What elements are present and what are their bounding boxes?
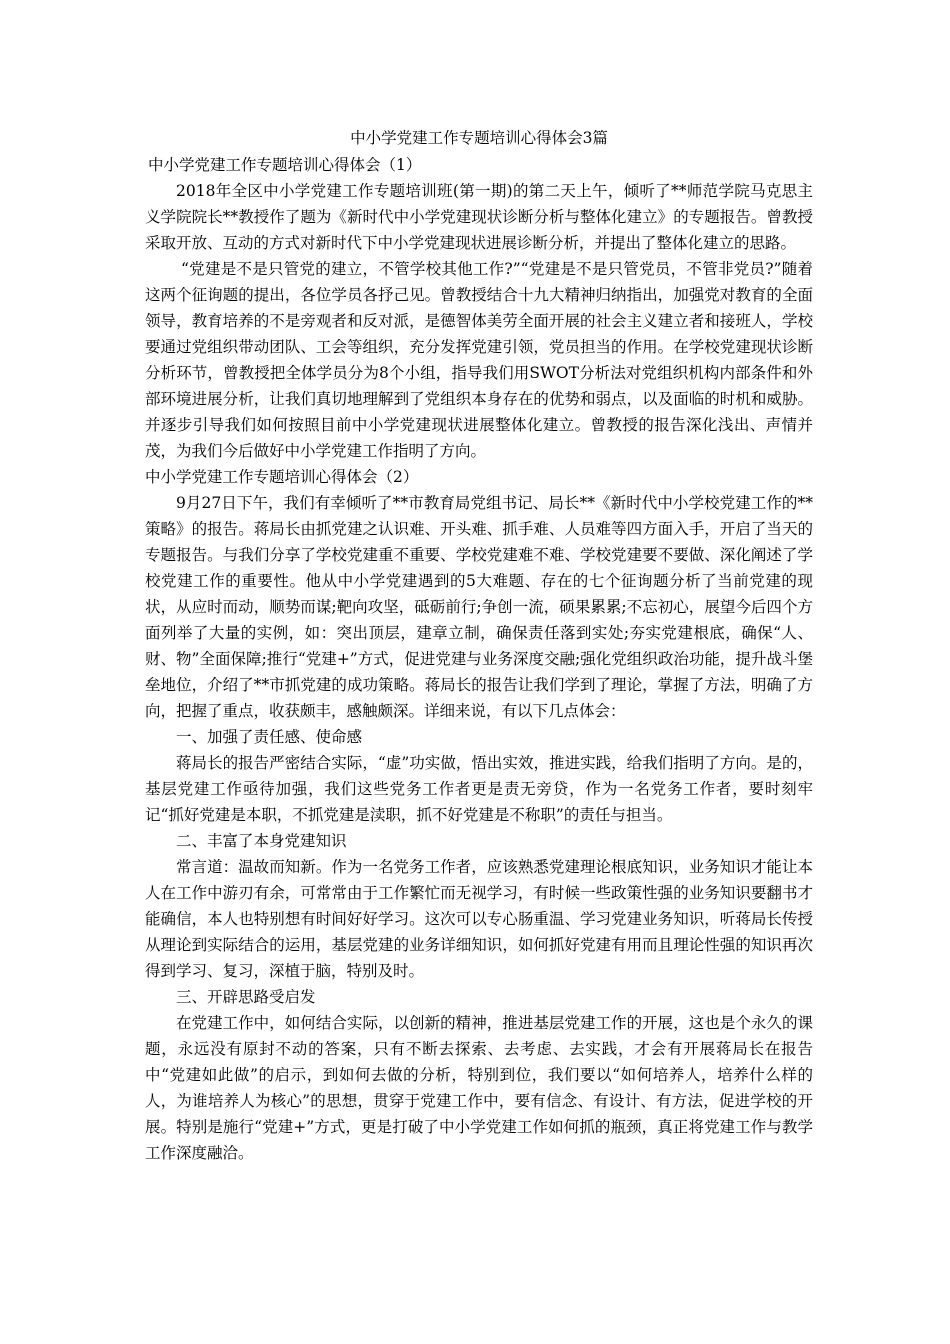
document-page: [145, 124, 813, 1166]
point-paragraph-3: 在党建工作中，如何结合实际，以创新的精神，推进基层党建工作的开展，这也是个永久的课题，永远没有原封不动的答案，只有不断去探索、去考虑、去实践，才会有开展蒋局长在报告中“党建如此做”的启示，到如何去做的分析，特别到位，我们要以“如何培养人，培养什么样的人，为谁培养人为核心”的思想，贯穿于党建工作中，要有信念、有设计、有方法，促进学校的开展。特别是施行“党建+”方式，更是打破了中小学党建工作如何抓的瓶颈，真正将党建工作与教学工作深度融洽。: [145, 1014, 813, 1162]
document-title: 中小学党建工作专题培训心得体会3篇: [350, 129, 608, 147]
point-heading-1: 一、加强了责任感、使命感: [176, 728, 363, 746]
section-heading-1: 中小学党建工作专题培训心得体会（1）: [148, 156, 422, 174]
section-heading-2: 中小学党建工作专题培训心得体会（2）: [145, 468, 419, 486]
section-2-intro-paragraph: 9月27日下午，我们有幸倾听了**市教育局党组书记、局长**《新时代中小学校党建工作的**策略》的报告。蒋局长由抓党建之认识难、开头难、抓手难、人员难等四方面入手，开启了当天的专题报告。与我们分享了学校党建重不重要、学校党建难不难、学校党建要不要做、深化阐述了学校党建工作的重要性。他从中小学党建遇到的5大难题、存在的七个征询题分析了当前党建的现状，从应时而动，顺势而谋;靶向攻坚，砥砺前行;争创一流，硕果累累;不忘初心，展望今后四个方面列举了大量的实例，如：突出顶层，建章立制，确保责任落到实处;夯实党建根底，确保“人、财、物”全面保障;推行“党建+”方式，促进党建与业务深度交融;强化党组织政治功能，提升战斗堡垒地位，介绍了**市抓党建的成功策略。蒋局长的报告让我们学到了理论，掌握了方法，明确了方向，把握了重点，收获颇丰，感触颇深。详细来说，有以下几点体会：: [145, 494, 813, 720]
point-heading-3: 三、开辟思路受启发: [176, 988, 316, 1006]
point-paragraph-2: 常言道：温故而知新。作为一名党务工作者，应该熟悉党建理论根底知识，业务知识才能让本人在工作中游刃有余，可常常由于工作繁忙而无视学习，有时候一些政策性强的业务知识要翻书才能确信，本人也特别想有时间好好学习。这次可以专心肠重温、学习党建业务知识，听蒋局长传授从理论到实际结合的运用，基层党建的业务详细知识，如何抓好党建有用而且理论性强的知识再次得到学习、复习，深植于脑，特别及时。: [145, 858, 813, 980]
point-paragraph-1: 蒋局长的报告严密结合实际，“虚”功实做，悟出实效，推进实践，给我们指明了方向。是的，基层党建工作亟待加强，我们这些党务工作者更是责无旁贷，作为一名党务工作者，要时刻牢记“抓好党建是本职，不抓党建是渎职，抓不好党建是不称职”的责任与担当。: [145, 754, 813, 824]
point-heading-2: 二、丰富了本身党建知识: [176, 832, 347, 850]
section-1-paragraph-2: “党建是不是只管党的建立，不管学校其他工作?”“党建是不是只管党员，不管非党员?”随着这两个征询题的提出，各位学员各抒己见。曾教授结合十九大精神归纳指出，加强党对教育的全面领导，教育培养的不是旁观者和反对派，是德智体美劳全面开展的社会主义建立者和接班人，学校要通过党组织带动团队、工会等组织，充分发挥党建引领，党员担当的作用。在学校党建现状诊断分析环节，曾教授把全体学员分为8个小组，指导我们用SWOT分析法对党组织机构内部条件和外部环境进展分析，让我们真切地理解到了党组织本身存在的优势和弱点，以及面临的时机和威胁。并逐步引导我们如何按照目前中小学党建现状进展整体化建立。曾教授的报告深化浅出、声情并茂，为我们今后做好中小学党建工作指明了方向。: [145, 260, 813, 460]
section-1-paragraph-1: 2018年全区中小学党建工作专题培训班(第一期)的第二天上午，倾听了**师范学院马克思主义学院院长**教授作了题为《新时代中小学党建现状诊断分析与整体化建立》的专题报告。曾教授采取开放、互动的方式对新时代下中小学党建现状进展诊断分析，并提出了整体化建立的思路。: [145, 182, 813, 252]
